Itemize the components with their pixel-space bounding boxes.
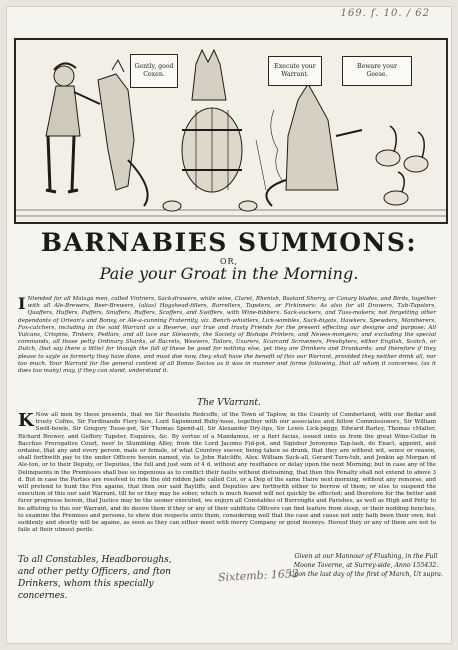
- warrant-heading: The VVarrant.: [197, 398, 261, 408]
- handwritten-date: Sixtemb: 1652: [217, 566, 300, 585]
- woodcut-illustration: [14, 38, 448, 224]
- document-title: BARNABIES SUMMONS:: [40, 228, 418, 257]
- warrant-drop-cap: K: [18, 410, 34, 431]
- intro-paragraph: [18, 296, 436, 375]
- woodcut-caption-middle: Execute your Warrant.: [268, 56, 322, 86]
- warrant-text: Now all men by these presents, that we Sir Resolute Redcoffe, of the Town of Taplow, in the County of Cumberland, with our Bedar and trusty Cofins, Sir Ferdinando Fiery-face, Lord Sigismund Ruby-nose, together with our associates and fellow Commissioners, Sir William Swill-bowle, Sir Gregory Tosse-pot, Sir Thomas Spend-all, Sir Alexander Dry-lips, Sir Lewis Lick-peggy, Edward Barley, Thomas cMalter, Richard Brewer, and Geffery Tapster, Esquires, &c. By vertue of a Mandamus, or a fieri facias, issued unto us from the great Wine-Cellar in Bacchus Prerogative Court, neer to Stumbling Alley, from the Lord Jacomo Fid-pot, and Sigisbur Jeronymo Tap-lash, do Enact, appoint, and ordaine, that any and every person, male or female, of what Countrey soever, being taken so drunk, that they are without wit, sence or reason, shall forthwith pay to the under Officers herein named, viz. to John Ratcliffe, Alex. William Suck-all, Gerard Turn-tub, and Jenkin ap Morgan of Ale-ton, or to their Deputy, or Deputies, the full and just sum of 4 d. without any resiftance or delay upon the next Morning; but in case any of the Delinquents in the Premisses shall bee so ingenious as to conflict their faults without distraining, that then this Penalty shall not extend to above 3 d. But in case the Parties are resolved to ride the old ridden Jade called Cut, or a Dog of the same Haire next morning, without any remorse, and will pretend to hunt the Fox againe, that then our said Bayliffs, and Deputies are forthwith either to borrow of them, or else to suspend the execution of this our said Warrant, till he or they may be sober, which is much feared will not quickly be effected; and therefore for the better and furer progresse herein, that Justice may be the sooner executed, we enjoyn all Constables of Burroughs and Parishes, as well as High and Petty to be affisting to this our Warrant, and do desire them if they or any of their subfitute Officers can find leafure from sleep, or their nodding benches, to examine the Premises and persons, to shew due respects unto them, considering well that the case and cause not only hath been their own, but suddenly and shortly will be againe, as soon as they can either meet with merry Company or good moneys. Hereof they or any of them are not to faile at their utmost perils.: [18, 412, 436, 534]
- subtitle-text: Paie your Groat in the Morning.: [99, 264, 359, 283]
- intro-drop-cap: I: [18, 294, 26, 313]
- warrant-paragraph: [18, 412, 436, 534]
- woodcut-caption-left: Gently, good Coxen.: [130, 54, 178, 88]
- woodcut-caption-right: Beware your Geese.: [342, 56, 412, 86]
- intro-text: Ntended for all Malaga men, called Vintners, Sack-drawers, white wine, Claret, Rhenish, Bastard Sherry, or Canary blades, and Birds, together with all Ale-Brewers, Beer-Brewers, (alias) Hogshead-fillers, Barrellers, Tapsters, or Firkinners: As also for all Drawers, Tub-Tapsters, Quaffers, Huffers, Puffers, Snuffers, Ruffers, Scoffers, and Swiffers, with Wine-bibbers, Sack-suckers, and Tuss-makers; not forgetting other dependants of Orlean's and Bonsy, or Ale-a-cunning Fraternity, viz. Bench-whistlers, Lick-wimbles, Suck-bigots, Hawkers, Spewders, Moniherers, Fox-catchers, including in the said Warrant as a Reserve, our true and trusty Friends for the present effecting our designe and purpose; All Vulcans, Crispins, Tinkers, Pedlars, and all lace our Stewards, the Society of Bishops Printers, and Newes-mongers; and excluding the special commands, all those petty Ordinary Sharks, at Bacrets, Weavers, Tailors, Usurers, Scarcard Scriveners, Presbyters, either English, Scotch, or Dutch, (but say there a little) for though the fall of these be good for nothing else, yet they are Drinkers and Drunkards; and therefore if they please to sayle as formerly they have done, and must doe now, they shall have the benefit of this our Warrant, provided they neither drink all, nor too much. Your Warrant for the general content of all Bonos Socios as it was in manner and forme following, that all whom it concernes, (as it does too many) may, if they can stand, understand it.: [18, 296, 436, 375]
- given-at-statement: Given at our Mannour of Flushing, in the Full Moone Taverne, at Surrey-side, Anno 155432. Upon the last day of the first of March, Ut supra.: [289, 553, 443, 578]
- title-connector: OR,: [219, 257, 239, 266]
- address-to-officers: To all Constables, Headboroughs, and other petty Officers, and fton Drinkers, whom this specially concernes.: [18, 555, 172, 601]
- document-subtitle: [0, 264, 458, 283]
- handwritten-shelfmark: 169. f. 10. / 62: [340, 8, 430, 19]
